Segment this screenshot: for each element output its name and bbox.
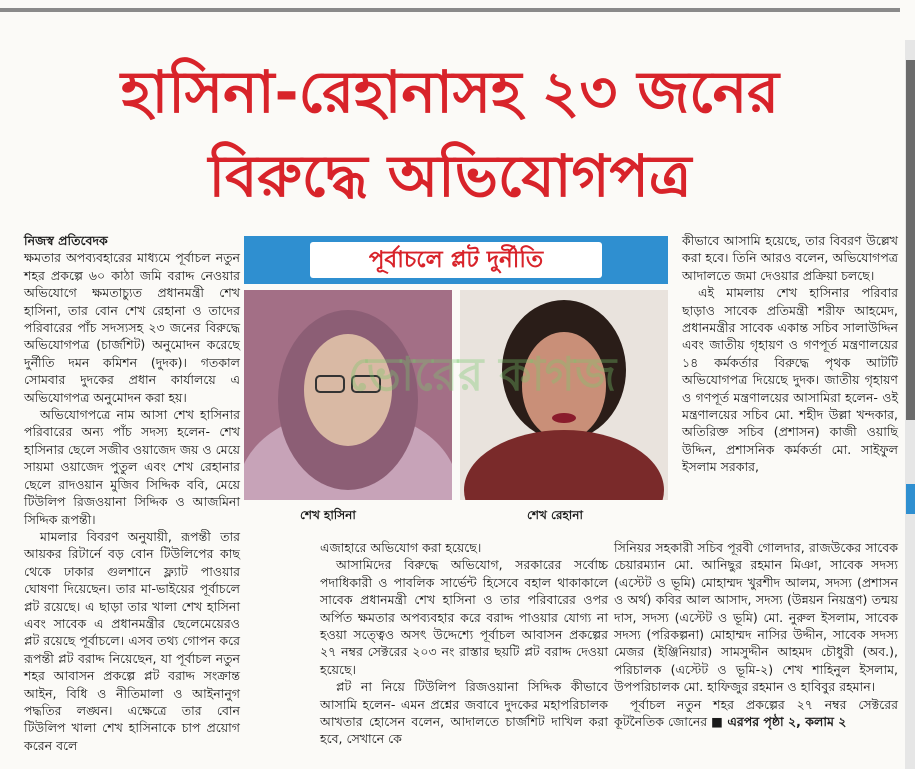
headline-line-1: হাসিনা-রেহানাসহ ২৩ জনের: [120, 58, 780, 126]
colm2-paragraph-1: সিনিয়র সহকারী সচিব পূরবী গোলদার, রাজউকের সাবেক চেয়ারম্যান মো. আনিছুর রহমান মিঞা, সাবেক সদস্য (এস্টেট ও ভূমি) মোহাম্মদ খুরশীদ আলম, সদস্য (প্রশাসন ও অর্থ) কবির আল আসাদ, সদস্য (উন্নয়ন নিয়ন্ত্রণ) তন্ময় দাস, সদস্য (এস্টেট ও ভূমি) মো. নুরুল ইসলাম, সাবেক সদস্য (পরিকল্পনা) মোহাম্মদ নাসির উদ্দীন, সাবেক সদস্য মেজর (ইঞ্জিনিয়ার) সামসুদ্দীন আহমদ চৌধুরী (অব.), পরিচালক (এস্টেট ও ভূমি-২) শেখ শাহিনুল ইসলাম, উপপরিচালক মো. হাফিজুর রহমান ও হাবিবুর রহমান।: [614, 540, 898, 695]
article-column-3: [682, 232, 898, 476]
colm1-paragraph-1: এজাহারে অভিযোগ করা হয়েছে।: [320, 540, 482, 555]
article-column-2: [320, 539, 608, 748]
adjacent-photo-edge: [906, 60, 915, 420]
colm2-paragraph-2: [614, 696, 898, 731]
col1-paragraph-2: অভিযোগপত্রে নাম আসা শেখ হাসিনার পরিবারের অন্য পাঁচ সদস্য হলেন- শেখ হাসিনার ছেলে সজীব ওয়াজেদ জয় ও মেয়ে সায়মা ওয়াজেদ পুতুল এবং শেখ রেহানার ছেলে রাদওয়ান মুজিব সিদ্দিক ববি, মেয়ে টিউলিপ রিজওয়ানা সিদ্দিক ও আজমিনা সিদ্দিক রূপন্তী।: [24, 407, 240, 527]
caption-right: শেখ রেহানা: [527, 508, 583, 522]
continued-on-page-link[interactable]: ■ এরপর পৃষ্ঠা ২, কলাম ২: [711, 714, 847, 730]
byline: নিজস্ব প্রতিবেদক: [24, 233, 108, 248]
col3-paragraph-1: কীভাবে আসামি হয়েছে, তার বিবরণ উল্লেখ করা হবে। তিনি আরও বলেন, অভিযোগপত্র আদালতে জমা দেওয়ার প্রক্রিয়া চলছে।: [682, 233, 898, 283]
banner-title: পূর্বাচলে প্লট দুর্নীতি: [310, 242, 602, 278]
adjacent-banner-edge: [906, 484, 915, 514]
section-banner: [244, 236, 668, 284]
colm1-paragraph-3: প্লট না নিয়ে টিউলিপ রিজওয়ানা সিদ্দিক কীভাবে আসামি হলেন- এমন প্রশ্নের জবাবে দুদকের মহাপরিচালক আখতার হোসেন বলেন, আদালতে চার্জশিট দাখিল করা হবে, সেখানে কে: [320, 679, 608, 747]
top-rule: [0, 8, 900, 12]
col3-paragraph-2: এই মামলায় শেখ হাসিনার পরিবার ছাড়াও সাবেক প্রতিমন্ত্রী শরীফ আহমেদ, প্রধানমন্ত্রীর সাবেক একান্ত সচিব সালাউদ্দিন এবং জাতীয় গৃহায়ণ ও গণপূর্ত মন্ত্রণালয়ের ১৪ কর্মকর্তার বিরুদ্ধে পৃথক আটটি অভিযোগপত্র দিয়েছে দুদক। জাতীয় গৃহায়ণ ও গণপূর্ত মন্ত্রণালয়ের আসামিরা হলেন- ওই মন্ত্রণালয়ের সচিব মো. শহীদ উল্লা খন্দকার, অতিরিক্ত সচিব (প্রশাসন) কাজী ওয়াছি উদ্দিন, প্রশাসনিক কর্মকর্তা মো. সাইফুল ইসলাম সরকার,: [682, 285, 898, 475]
watermark: ভোরের কাগজ: [347, 347, 617, 401]
caption-left: শেখ হাসিনা: [300, 508, 356, 522]
col1-paragraph-1: ক্ষমতার অপব্যবহারের মাধ্যমে পূর্বাচল নতুন শহর প্রকল্পে ৬০ কাঠা জমি বরাদ্দ নেওয়ার অভিযোগে ক্ষমতাচ্যুত প্রধানমন্ত্রী শেখ হাসিনা, তার বোন শেখ রেহানা ও তাদের পরিবারের পাঁচ সদস্যসহ ২৩ জনের বিরুদ্ধে অভিযোগপত্র (চার্জশিট) অনুমোদন করেছে দুর্নীতি দমন কমিশন (দুদক)। গতকাল সোমবার দুদকের প্রধান কার্যালয়ে এ অভিযোগপত্র অনুমোদন করা হয়।: [24, 250, 240, 405]
colm1-paragraph-2: আসামিদের বিরুদ্ধে অভিযোগ, সরকারের সর্বোচ্চ পদাধিকারী ও পাবলিক সার্ভেন্ট হিসেবে বহাল থাকাকালে সাবেক প্রধানমন্ত্রী শেখ হাসিনা ও তার পরিবারের ওপর অর্পিত ক্ষমতার অপব্যবহার করে বরাদ্দ পাওয়ার যোগ্য না হওয়া সত্ত্বেও অসৎ উদ্দেশ্যে পূর্বাচল আবাসন প্রকল্পের ২৭ নম্বর সেক্টরের ২০৩ নং রাস্তার ছয়টি প্লট বরাদ্দ দেওয়া হয়েছে।: [320, 557, 608, 677]
article-column-1: [24, 232, 240, 754]
col1-paragraph-3: মামলার বিবরণ অনুযায়ী, রূপন্তী তার আয়কর রিটার্নে বড় বোন টিউলিপের কাছ থেকে ঢাকার গুলশানে ফ্ল্যাট পাওয়ার ঘোষণা দিয়েছেন। তার মা-ভাইয়ের পূর্বাচলে প্লট রয়েছে। এ ছাড়া তার খালা শেখ হাসিনা এবং সাবেক এ প্রধানমন্ত্রীর ছেলেমেয়েরও প্লট রয়েছে পূর্বাচলে। এসব তথ্য গোপন করে রূপন্তী প্লট বরাদ্দ নিয়েছেন, যা পূর্বাচল নতুন শহর আবাসন প্রকল্পে প্লট বরাদ্দ সংক্রান্ত আইন, বিধি ও নীতিমালা ও আইনানুগ পদ্ধতির লঙ্ঘন। এক্ষেত্রে তার বোন টিউলিপ খালা শেখ হাসিনাকে চাপ প্রয়োগ করেন বলে: [24, 528, 240, 753]
article-column-4: [614, 539, 898, 730]
headline-line-2: বিরুদ্ধে অভিযোগপত্র: [208, 142, 692, 210]
colm2-paragraph-2-text: পূর্বাচল নতুন শহর প্রকল্পের ২৭ নম্বর সেক্টরের কূটনৈতিক জোনের: [614, 696, 898, 730]
